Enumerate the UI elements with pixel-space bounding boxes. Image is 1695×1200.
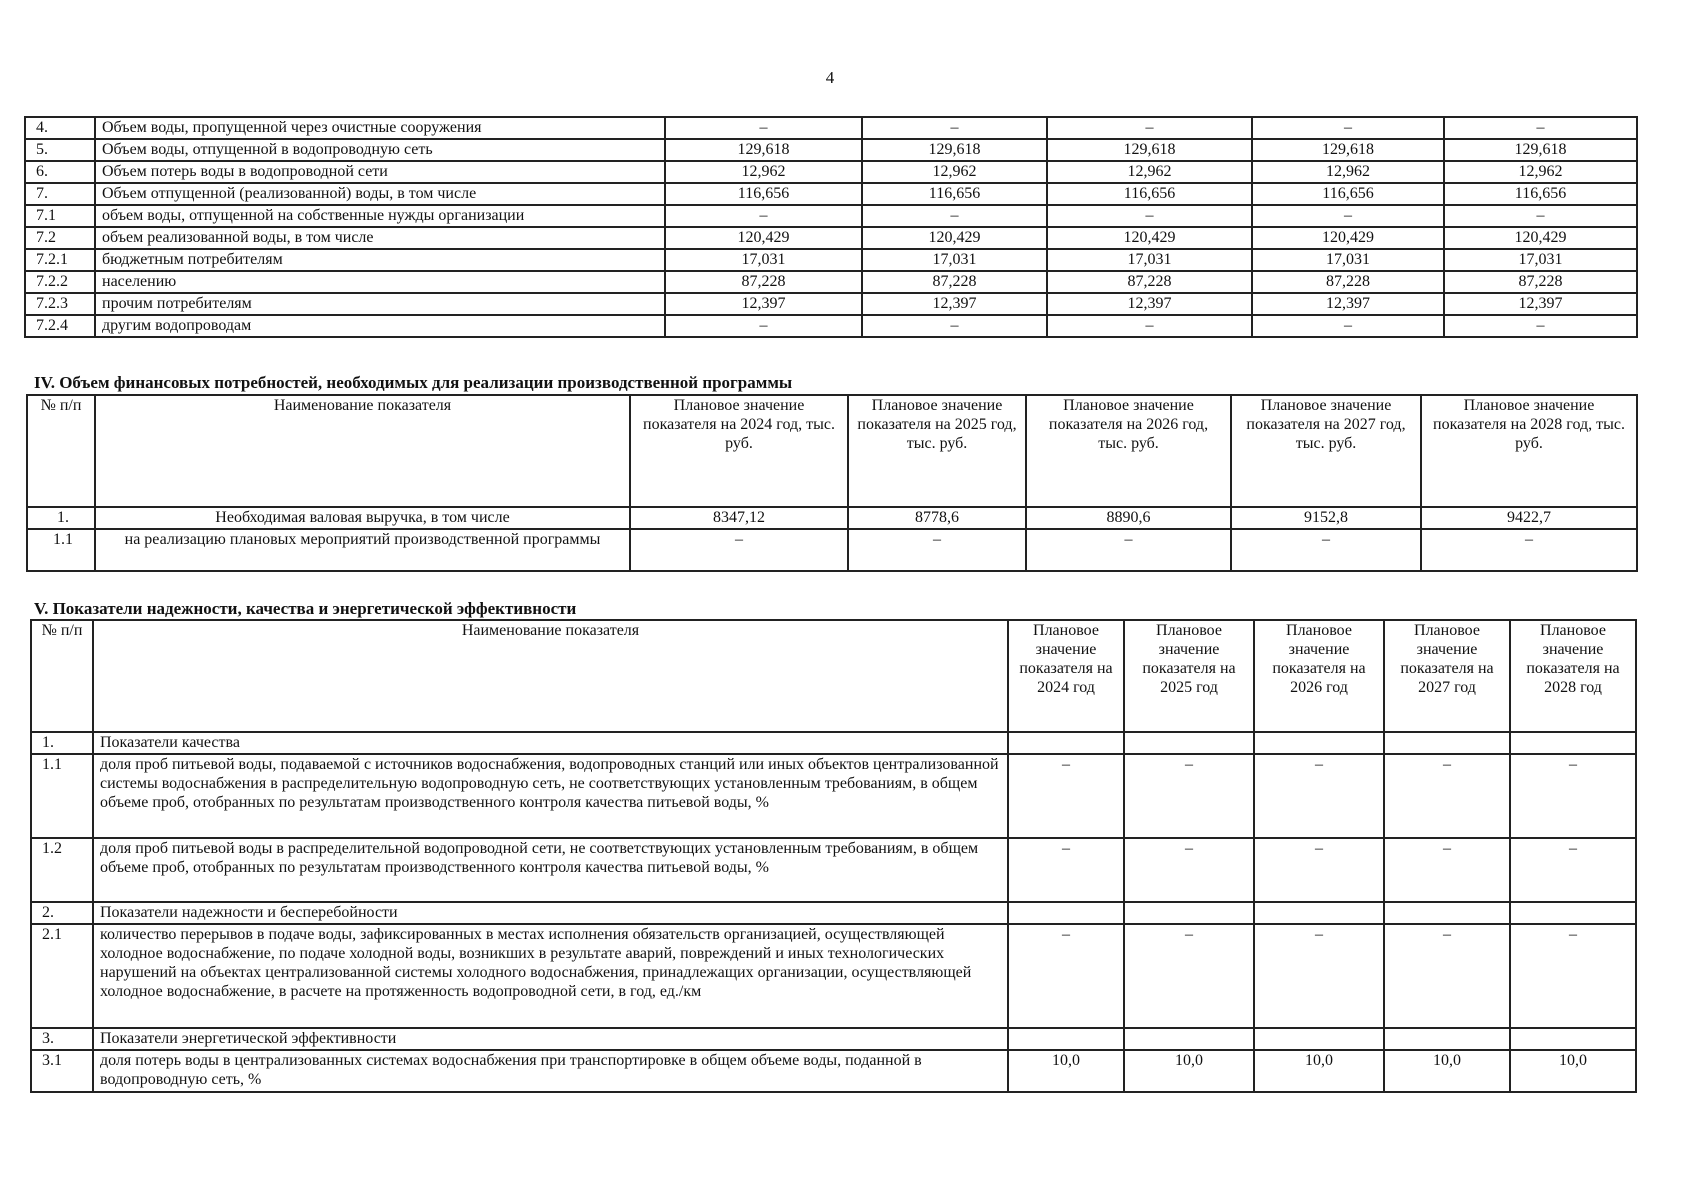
table-row xyxy=(31,732,1636,754)
row-number: 1.2 xyxy=(31,838,93,902)
value-cell: 87,228 xyxy=(665,271,862,293)
table-row xyxy=(31,902,1636,924)
value-cell: 10,0 xyxy=(1008,1050,1124,1092)
value-cell xyxy=(1254,902,1384,924)
value-cell: – xyxy=(1510,754,1636,838)
value-cell: 12,397 xyxy=(862,293,1047,315)
value-cell xyxy=(1254,1028,1384,1050)
value-cell xyxy=(1384,1028,1510,1050)
value-cell: 120,429 xyxy=(1252,227,1444,249)
value-cell: – xyxy=(1510,924,1636,1028)
row-name: Показатели энергетической эффективности xyxy=(93,1028,1008,1050)
row-name: прочим потребителям xyxy=(95,293,665,315)
value-cell: – xyxy=(665,205,862,227)
page-number: 4 xyxy=(825,68,835,87)
value-cell: 12,397 xyxy=(665,293,862,315)
value-cell xyxy=(1124,902,1254,924)
row-number: 5. xyxy=(25,139,95,161)
value-cell: – xyxy=(1510,838,1636,902)
header-2025: Плановое значение показателя на 2025 год, тыс. руб. xyxy=(848,395,1026,507)
row-number: 7.1 xyxy=(25,205,95,227)
value-cell: 17,031 xyxy=(665,249,862,271)
value-cell: 17,031 xyxy=(862,249,1047,271)
row-name: Показатели качества xyxy=(93,732,1008,754)
value-cell xyxy=(1384,732,1510,754)
value-cell: – xyxy=(1008,838,1124,902)
value-cell xyxy=(1510,902,1636,924)
value-cell: 12,962 xyxy=(1252,161,1444,183)
value-cell: – xyxy=(1252,117,1444,139)
table-row xyxy=(25,139,1637,161)
row-name: Необходимая валовая выручка, в том числе xyxy=(95,507,630,529)
production-volume-table xyxy=(24,116,1638,338)
table-row xyxy=(31,924,1636,1028)
value-cell: – xyxy=(1254,754,1384,838)
value-cell: 10,0 xyxy=(1384,1050,1510,1092)
value-cell: – xyxy=(665,315,862,337)
row-number: 7. xyxy=(25,183,95,205)
value-cell: – xyxy=(630,529,848,571)
header-num: № п/п xyxy=(27,395,95,507)
row-name: доля проб питьевой воды, подаваемой с источников водоснабжения, водопроводных станций или иных объектов централизованной системы водоснабжения в распределительную водопроводную сеть, не соответствующих установленным требованиям, в общем объеме проб, отобранных по результатам производственного контроля качества питьевой воды, % xyxy=(93,754,1008,838)
value-cell xyxy=(1510,1028,1636,1050)
value-cell: – xyxy=(862,205,1047,227)
value-cell: – xyxy=(1008,754,1124,838)
row-name: Объем воды, пропущенной через очистные сооружения xyxy=(95,117,665,139)
value-cell: – xyxy=(862,117,1047,139)
value-cell: 12,962 xyxy=(862,161,1047,183)
value-cell: 120,429 xyxy=(665,227,862,249)
value-cell: 129,618 xyxy=(1047,139,1252,161)
row-number: 7.2.1 xyxy=(25,249,95,271)
table-row xyxy=(31,1050,1636,1092)
value-cell: 12,397 xyxy=(1047,293,1252,315)
value-cell xyxy=(1124,1028,1254,1050)
value-cell: – xyxy=(848,529,1026,571)
row-number: 6. xyxy=(25,161,95,183)
value-cell: 12,962 xyxy=(1047,161,1252,183)
row-name: бюджетным потребителям xyxy=(95,249,665,271)
value-cell: 8890,6 xyxy=(1026,507,1231,529)
value-cell: 116,656 xyxy=(1252,183,1444,205)
header-2028: Плановое значение показателя на 2028 год, тыс. руб. xyxy=(1421,395,1637,507)
row-name: на реализацию плановых мероприятий производственной программы xyxy=(95,529,630,571)
value-cell: 8347,12 xyxy=(630,507,848,529)
value-cell: 9152,8 xyxy=(1231,507,1421,529)
row-number: 3. xyxy=(31,1028,93,1050)
value-cell: 120,429 xyxy=(862,227,1047,249)
value-cell: – xyxy=(1026,529,1231,571)
header-name: Наименование показателя xyxy=(95,395,630,507)
table-row xyxy=(31,754,1636,838)
value-cell: 12,397 xyxy=(1252,293,1444,315)
value-cell: – xyxy=(1384,924,1510,1028)
value-cell: – xyxy=(1231,529,1421,571)
value-cell: – xyxy=(1421,529,1637,571)
value-cell: – xyxy=(862,315,1047,337)
value-cell: 17,031 xyxy=(1252,249,1444,271)
row-name: доля проб питьевой воды в распределительной водопроводной сети, не соответствующих установленным требованиям, в общем объеме проб, отобранных по результатам производственного контроля качества питьевой воды, % xyxy=(93,838,1008,902)
value-cell: 9422,7 xyxy=(1421,507,1637,529)
table-row xyxy=(25,271,1637,293)
value-cell xyxy=(1008,1028,1124,1050)
section-4-title: IV. Объем финансовых потребностей, необходимых для реализации производственной программы xyxy=(34,373,793,392)
value-cell: 129,618 xyxy=(862,139,1047,161)
value-cell: 129,618 xyxy=(1252,139,1444,161)
row-name: Показатели надежности и бесперебойности xyxy=(93,902,1008,924)
table-row xyxy=(27,507,1637,529)
header-name: Наименование показателя xyxy=(93,620,1008,732)
value-cell: – xyxy=(1124,754,1254,838)
header-2028: Плановое значение показателя на 2028 год xyxy=(1510,620,1636,732)
value-cell: 10,0 xyxy=(1254,1050,1384,1092)
value-cell: – xyxy=(1444,315,1637,337)
value-cell: – xyxy=(1444,205,1637,227)
value-cell: – xyxy=(1008,924,1124,1028)
row-name: Объем воды, отпущенной в водопроводную сеть xyxy=(95,139,665,161)
value-cell: 10,0 xyxy=(1124,1050,1254,1092)
header-2026: Плановое значение показателя на 2026 год, тыс. руб. xyxy=(1026,395,1231,507)
row-name: объем воды, отпущенной на собственные нужды организации xyxy=(95,205,665,227)
row-number: 1. xyxy=(31,732,93,754)
row-number: 3.1 xyxy=(31,1050,93,1092)
value-cell: 116,656 xyxy=(665,183,862,205)
row-name: другим водопроводам xyxy=(95,315,665,337)
reliability-indicators-table xyxy=(30,619,1637,1093)
value-cell: 87,228 xyxy=(862,271,1047,293)
row-number: 1.1 xyxy=(31,754,93,838)
row-name: количество перерывов в подаче воды, зафиксированных в местах исполнения обязательств организацией, осуществляющей холодное водоснабжение, по подаче холодной воды, возникших в результате аварий, повреждений и иных технологических нарушений на объектах централизованной системы холодного водоснабжения, принадлежащих организации, осуществляющей холодное водоснабжение, в расчете на протяженность водопроводной сети, в год, ед./км xyxy=(93,924,1008,1028)
value-cell: 12,962 xyxy=(1444,161,1637,183)
value-cell: 12,397 xyxy=(1444,293,1637,315)
table-row xyxy=(25,183,1637,205)
value-cell: 8778,6 xyxy=(848,507,1026,529)
row-number: 4. xyxy=(25,117,95,139)
table-row xyxy=(25,161,1637,183)
row-number: 1. xyxy=(27,507,95,529)
table-row xyxy=(31,838,1636,902)
row-number: 1.1 xyxy=(27,529,95,571)
table-row xyxy=(27,529,1637,571)
table-row xyxy=(25,205,1637,227)
value-cell xyxy=(1008,732,1124,754)
value-cell xyxy=(1124,732,1254,754)
row-name: доля потерь воды в централизованных системах водоснабжения при транспортировке в общем объеме воды, поданной в водопроводную сеть, % xyxy=(93,1050,1008,1092)
value-cell: – xyxy=(1047,205,1252,227)
row-name: Объем потерь воды в водопроводной сети xyxy=(95,161,665,183)
value-cell: 116,656 xyxy=(862,183,1047,205)
value-cell: 120,429 xyxy=(1047,227,1252,249)
value-cell: – xyxy=(1254,838,1384,902)
value-cell: – xyxy=(1254,924,1384,1028)
table-row xyxy=(25,315,1637,337)
header-2024: Плановое значение показателя на 2024 год xyxy=(1008,620,1124,732)
value-cell: – xyxy=(1047,315,1252,337)
row-number: 7.2.2 xyxy=(25,271,95,293)
value-cell: – xyxy=(665,117,862,139)
header-2026: Плановое значение показателя на 2026 год xyxy=(1254,620,1384,732)
row-number: 7.2.4 xyxy=(25,315,95,337)
value-cell: 10,0 xyxy=(1510,1050,1636,1092)
table-row xyxy=(25,227,1637,249)
value-cell: 129,618 xyxy=(1444,139,1637,161)
header-num: № п/п xyxy=(31,620,93,732)
row-number: 2. xyxy=(31,902,93,924)
financial-needs-table xyxy=(26,394,1638,572)
value-cell: 87,228 xyxy=(1047,271,1252,293)
value-cell: – xyxy=(1384,754,1510,838)
value-cell: – xyxy=(1124,924,1254,1028)
table-row xyxy=(25,117,1637,139)
table-row xyxy=(25,249,1637,271)
value-cell xyxy=(1510,732,1636,754)
table-row xyxy=(31,1028,1636,1050)
value-cell xyxy=(1008,902,1124,924)
value-cell xyxy=(1254,732,1384,754)
value-cell: 87,228 xyxy=(1252,271,1444,293)
header-2027: Плановое значение показателя на 2027 год xyxy=(1384,620,1510,732)
value-cell: – xyxy=(1384,838,1510,902)
row-name: объем реализованной воды, в том числе xyxy=(95,227,665,249)
value-cell: 12,962 xyxy=(665,161,862,183)
value-cell: 129,618 xyxy=(665,139,862,161)
value-cell: – xyxy=(1047,117,1252,139)
row-number: 7.2.3 xyxy=(25,293,95,315)
section-5-title: V. Показатели надежности, качества и энергетической эффективности xyxy=(34,599,577,618)
value-cell: 116,656 xyxy=(1047,183,1252,205)
header-2024: Плановое значение показателя на 2024 год, тыс. руб. xyxy=(630,395,848,507)
value-cell: 17,031 xyxy=(1047,249,1252,271)
table-row xyxy=(25,293,1637,315)
row-name: Объем отпущенной (реализованной) воды, в том числе xyxy=(95,183,665,205)
row-name: населению xyxy=(95,271,665,293)
value-cell: 116,656 xyxy=(1444,183,1637,205)
value-cell: 87,228 xyxy=(1444,271,1637,293)
header-2027: Плановое значение показателя на 2027 год, тыс. руб. xyxy=(1231,395,1421,507)
value-cell: – xyxy=(1252,315,1444,337)
row-number: 7.2 xyxy=(25,227,95,249)
value-cell: – xyxy=(1252,205,1444,227)
value-cell xyxy=(1384,902,1510,924)
header-2025: Плановое значение показателя на 2025 год xyxy=(1124,620,1254,732)
value-cell: – xyxy=(1444,117,1637,139)
row-number: 2.1 xyxy=(31,924,93,1028)
value-cell: – xyxy=(1124,838,1254,902)
value-cell: 120,429 xyxy=(1444,227,1637,249)
value-cell: 17,031 xyxy=(1444,249,1637,271)
